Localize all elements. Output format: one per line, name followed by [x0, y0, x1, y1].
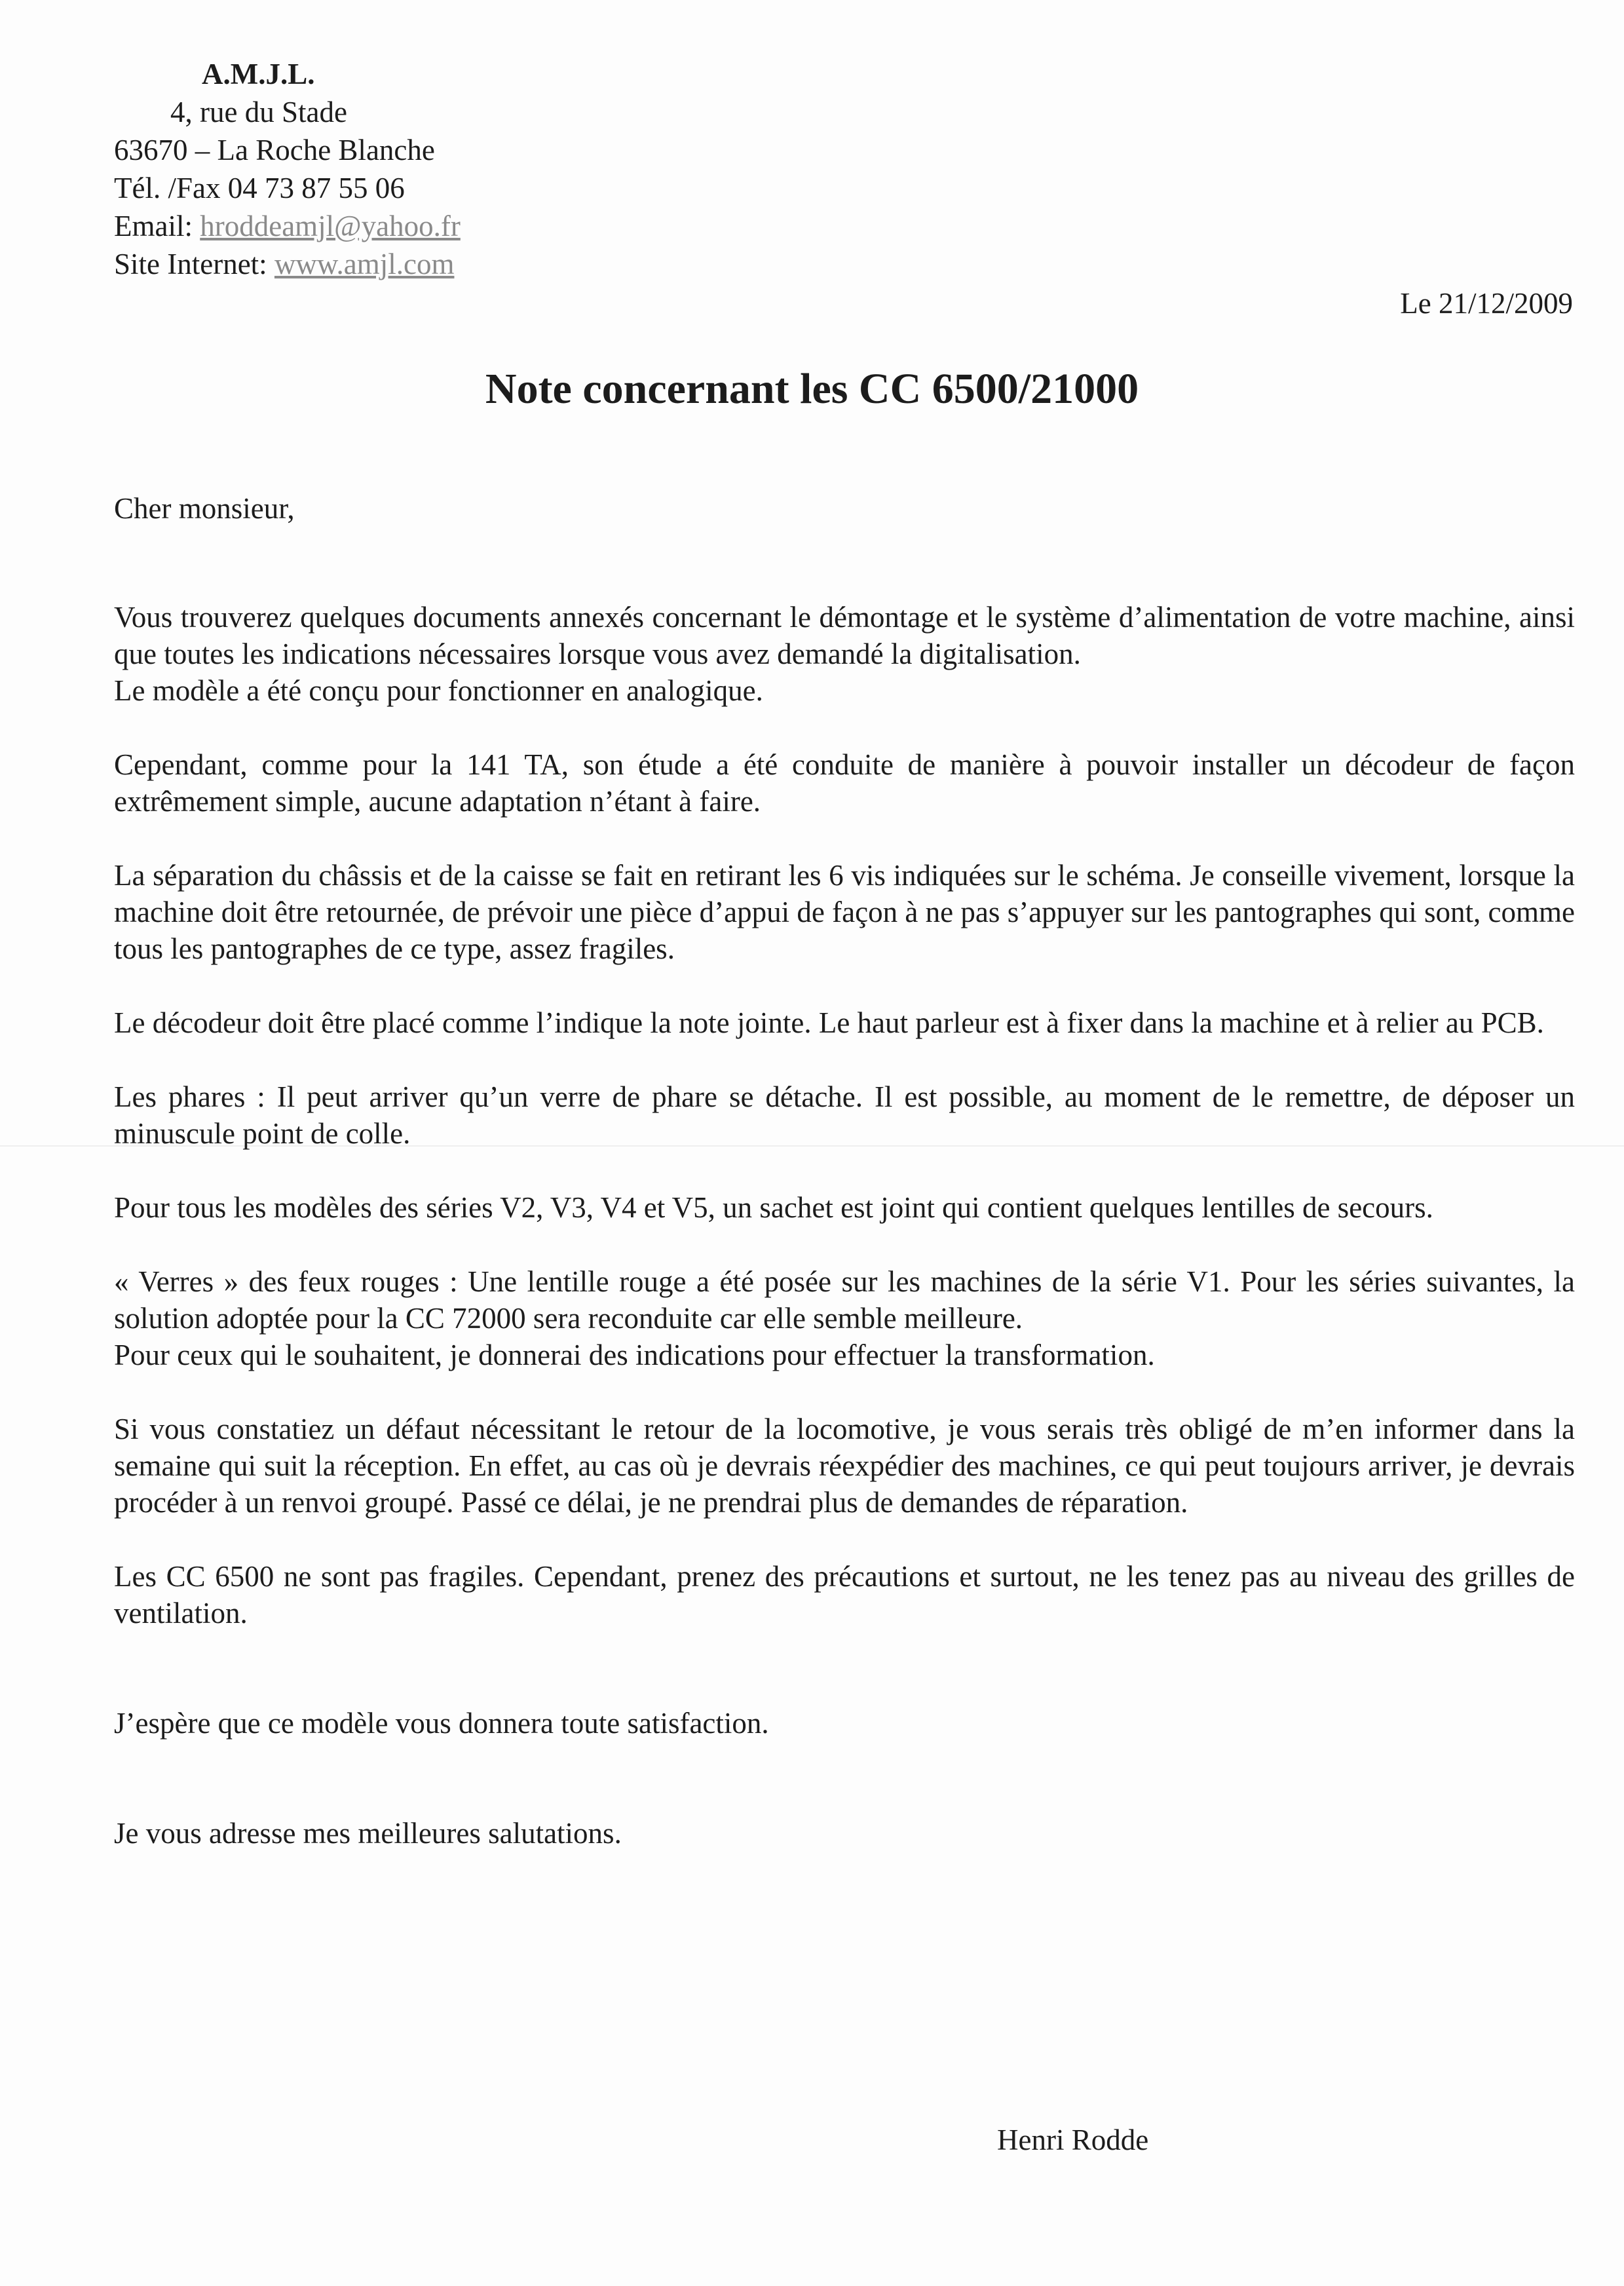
- paragraph-red-lights: « Verres » des feux rouges : Une lentille rouge a été posée sur les machines de la série V1. Pour les séries suivantes, la solution adoptée pour la CC 72000 sera reconduite car elle semble meilleure.: [114, 1265, 1575, 1335]
- sender-phone: Tél. /Fax 04 73 87 55 06: [114, 172, 405, 204]
- sender-city: 63670 – La Roche Blanche: [114, 134, 435, 166]
- letter-date: Le 21/12/2009: [1400, 287, 1573, 320]
- paragraph-transformation: Pour ceux qui le souhaitent, je donnerai des indications pour effectuer la transformation.: [114, 1339, 1155, 1371]
- paragraph-lenses: Pour tous les modèles des séries V2, V3, V4 et V5, un sachet est joint qui contient quelques lentilles de secours.: [114, 1191, 1433, 1224]
- paragraph-closing: Je vous adresse mes meilleures salutations.: [114, 1817, 622, 1850]
- letter-title: Note concernant les CC 6500/21000: [485, 365, 1139, 413]
- paragraph-headlights: Les phares : Il peut arriver qu’un verre de phare se détache. Il est possible, au moment de le remettre, de déposer un minuscule point de colle.: [114, 1080, 1575, 1150]
- paragraph-decoder-install: Cependant, comme pour la 141 TA, son étude a été conduite de manière à pouvoir installer un décodeur de façon extrêmement simple, aucune adaptation n’étant à faire.: [114, 748, 1575, 818]
- paragraph-text: Vous trouverez quelques documents annexés concernant le démontage et le système d’alimentation de votre machine, ainsi que toutes les indications nécessaires lorsque vous avez demandé la digitalisation.: [114, 601, 1575, 670]
- paragraph-satisfaction: J’espère que ce modèle vous donnera toute satisfaction.: [114, 1707, 769, 1740]
- site-label: Site Internet:: [114, 248, 274, 280]
- sender-org: A.M.J.L.: [202, 58, 315, 90]
- paragraph-analog: Le modèle a été conçu pour fonctionner en analogique.: [114, 674, 763, 707]
- paragraph-decoder-placement: Le décodeur doit être placé comme l’indique la note jointe. Le haut parleur est à fixer dans la machine et à relier au PCB.: [114, 1006, 1544, 1039]
- paragraph-chassis: La séparation du châssis et de la caisse se fait en retirant les 6 vis indiquées sur le schéma. Je conseille vivement, lorsque la machine doit être retournée, de prévoir une pièce d’appui de façon à ne pas s’appuyer sur les pantographes qui sont, comme tous les pantographes de ce type, assez fragiles.: [114, 859, 1575, 965]
- paragraph-intro: [114, 599, 1575, 672]
- letter-body: [114, 490, 1575, 1889]
- paragraph-fragility: Les CC 6500 ne sont pas fragiles. Cependant, prenez des précautions et surtout, ne les tenez pas au niveau des grilles de ventilation.: [114, 1560, 1575, 1629]
- sender-site-line: [114, 245, 461, 283]
- signature: Henri Rodde: [997, 2124, 1149, 2156]
- sender-email-line: [114, 207, 461, 245]
- greeting: Cher monsieur,: [114, 492, 295, 525]
- email-label: Email:: [114, 210, 200, 242]
- paragraph-defects: Si vous constatiez un défaut nécessitant le retour de la locomotive, je vous serais très obligé de m’en informer dans la semaine qui suit la réception. En effet, au cas où je devrais réexpédier des machines, ce qui peut toujours arriver, je devrais procéder à un renvoi groupé. Passé ce délai, je ne prendrai plus de demandes de réparation.: [114, 1413, 1575, 1519]
- site-link[interactable]: www.amjl.com: [274, 248, 455, 280]
- sender-block: [114, 55, 461, 283]
- email-link[interactable]: hroddeamjl@yahoo.fr: [200, 210, 461, 242]
- sender-street: 4, rue du Stade: [170, 96, 347, 128]
